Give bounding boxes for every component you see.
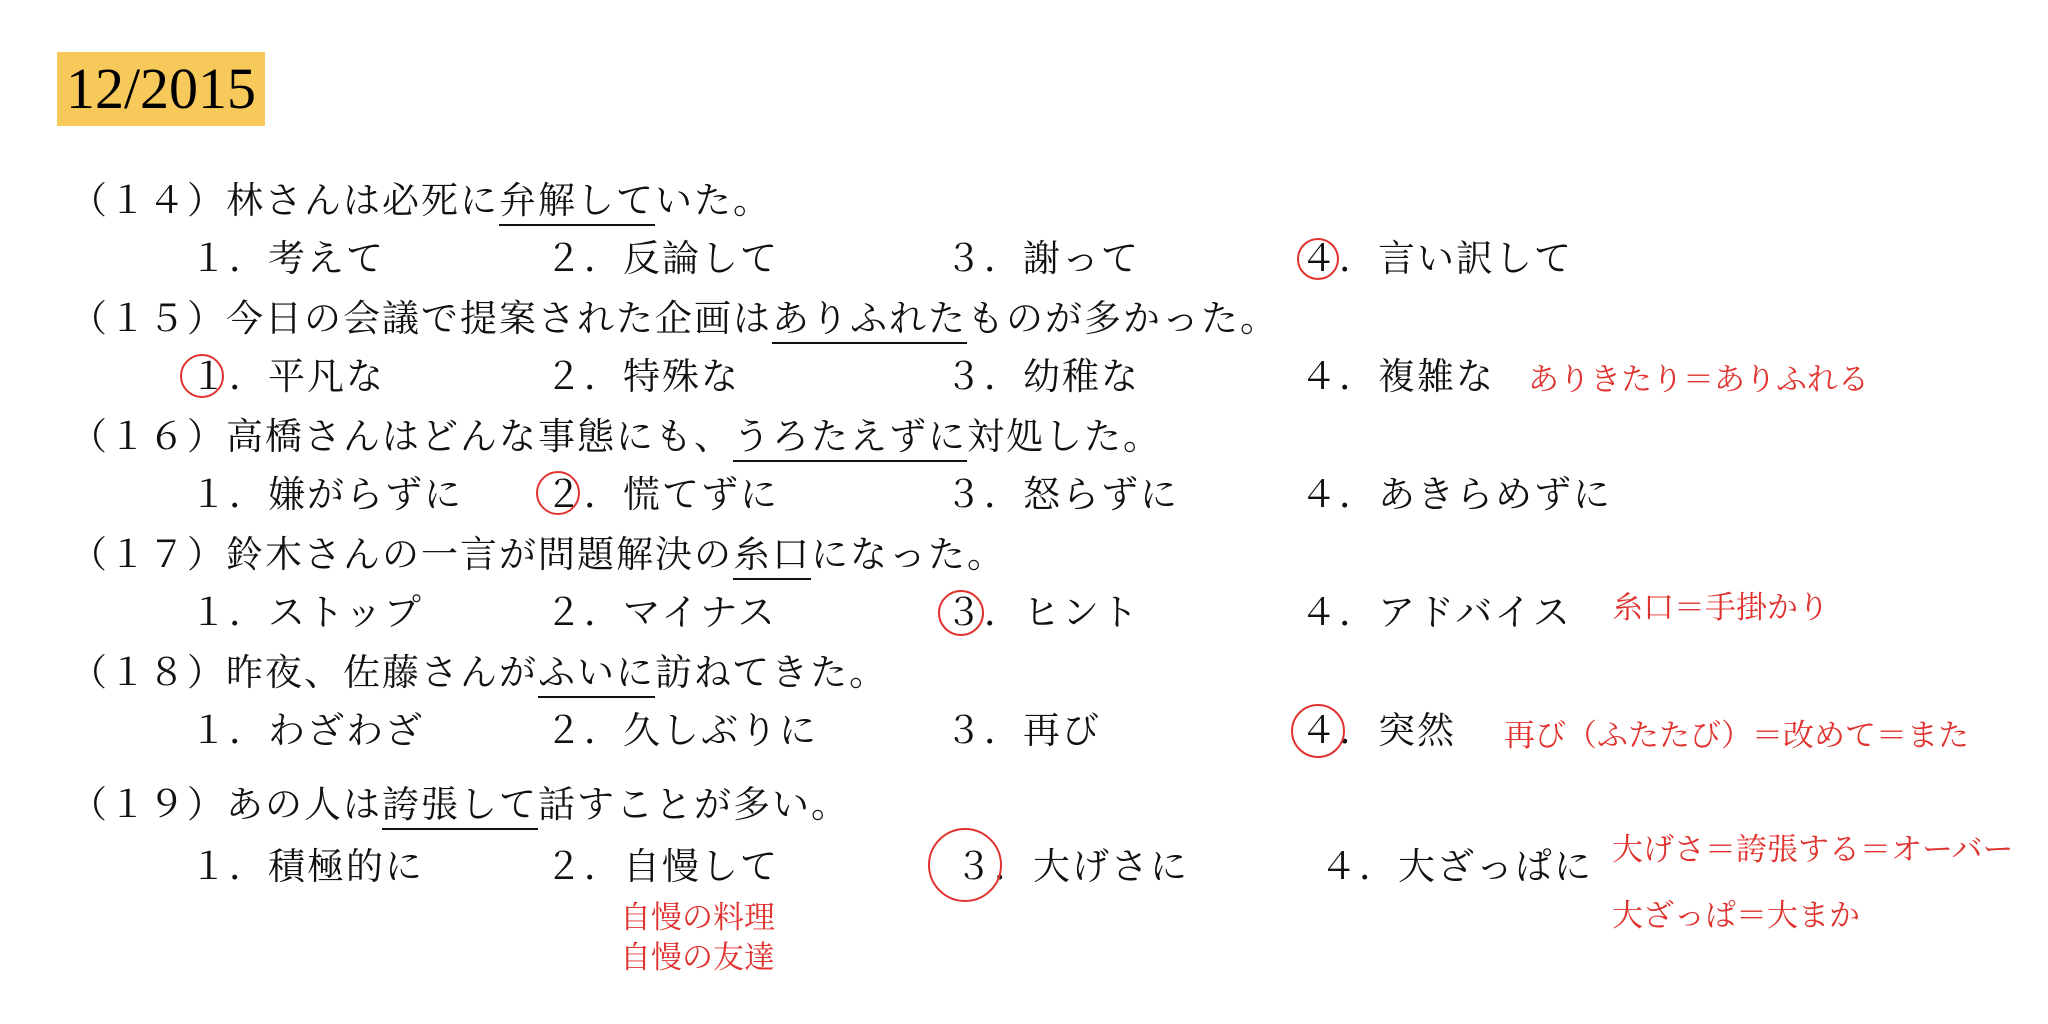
question-text: 話すことが多い。 (538, 783, 850, 826)
question-number: （１４） (70, 179, 226, 222)
question-text: 昨夜、佐藤さんが (226, 651, 538, 694)
question-number: （１６） (70, 415, 226, 458)
question-19 (70, 780, 850, 830)
question-text: 訪ねてきた。 (655, 651, 889, 694)
option-19-2: ２．自慢して (545, 845, 779, 888)
answer-circle (1291, 704, 1345, 758)
answer-circle (180, 354, 224, 398)
question-number: （１７） (70, 533, 226, 576)
option-19-4: ４．大ざっぱに (1320, 845, 1593, 888)
option-17-1: １．ストップ (190, 591, 423, 634)
option-16-3: ３．怒らずに (945, 473, 1179, 516)
date-label: 12/2015 (57, 52, 265, 126)
question-text: になった。 (811, 533, 1006, 576)
option-17-3: ３．ヒント (945, 591, 1140, 634)
answer-circle (536, 471, 580, 515)
option-16-2: ２．慌てずに (545, 473, 779, 516)
option-19-3: ３．大げさに (955, 845, 1189, 888)
option-15-1: １．平凡な (190, 355, 385, 398)
note-19-opt2-b: 自慢の友達 (620, 940, 775, 976)
question-17 (70, 530, 1006, 580)
option-19-1: １．積極的に (190, 845, 424, 888)
question-text: 今日の会議で提案された企画は (226, 297, 772, 340)
question-number: （１９） (70, 783, 226, 826)
question-text: ものが多かった。 (967, 297, 1279, 340)
option-18-3: ３．再び (945, 709, 1101, 752)
answer-circle (938, 590, 984, 636)
question-number: （１５） (70, 297, 226, 340)
note-18: 再び（ふたたび）＝改めて＝また (1504, 718, 1969, 754)
underlined-word: 弁解して (499, 179, 655, 226)
underlined-word: ふいに (538, 651, 655, 698)
question-text: あの人は (226, 783, 382, 826)
option-14-4: ４．言い訳して (1300, 237, 1573, 280)
option-17-4: ４．アドバイス (1300, 591, 1572, 634)
option-15-2: ２．特殊な (545, 355, 740, 398)
underlined-word: 糸口 (733, 533, 811, 580)
answer-circle (928, 828, 1002, 902)
option-18-2: ２．久しぶりに (545, 709, 818, 752)
underlined-word: 誇張して (382, 783, 538, 830)
question-text: いた。 (655, 179, 772, 222)
option-14-2: ２．反論して (545, 237, 779, 280)
question-15 (70, 294, 1279, 344)
question-text: 対処した。 (967, 415, 1162, 458)
question-text: 高橋さんはどんな事態にも、 (226, 415, 733, 458)
note-19-opt2-a: 自慢の料理 (620, 900, 775, 936)
question-18 (70, 648, 888, 698)
option-14-3: ３．謝って (945, 237, 1140, 280)
option-16-4: ４．あきらめずに (1300, 473, 1612, 516)
question-16 (70, 412, 1162, 462)
question-text: 鈴木さんの一言が問題解決の (226, 533, 733, 576)
answer-circle (1297, 238, 1339, 280)
option-18-4: ４．突然 (1300, 709, 1456, 752)
option-14-1: １．考えて (190, 237, 385, 280)
option-16-1: １．嫌がらずに (190, 473, 463, 516)
option-18-1: １．わざわざ (190, 709, 424, 752)
option-15-3: ３．幼稚な (945, 355, 1140, 398)
question-number: （１８） (70, 651, 226, 694)
underlined-word: うろたえずに (733, 415, 967, 462)
note-19-a: 大げさ＝誇張する＝オーバー (1612, 832, 2014, 868)
question-14 (70, 176, 772, 226)
question-text: 林さんは必死に (226, 179, 499, 222)
underlined-word: ありふれた (772, 297, 967, 344)
note-19-b: 大ざっぱ＝大まか (1612, 898, 1860, 934)
option-17-2: ２．マイナス (545, 591, 777, 634)
option-15-4: ４．複雑な (1300, 355, 1495, 398)
note-17: 糸口＝手掛かり (1612, 590, 1829, 626)
note-15: ありきたり＝ありふれる (1528, 362, 1869, 398)
